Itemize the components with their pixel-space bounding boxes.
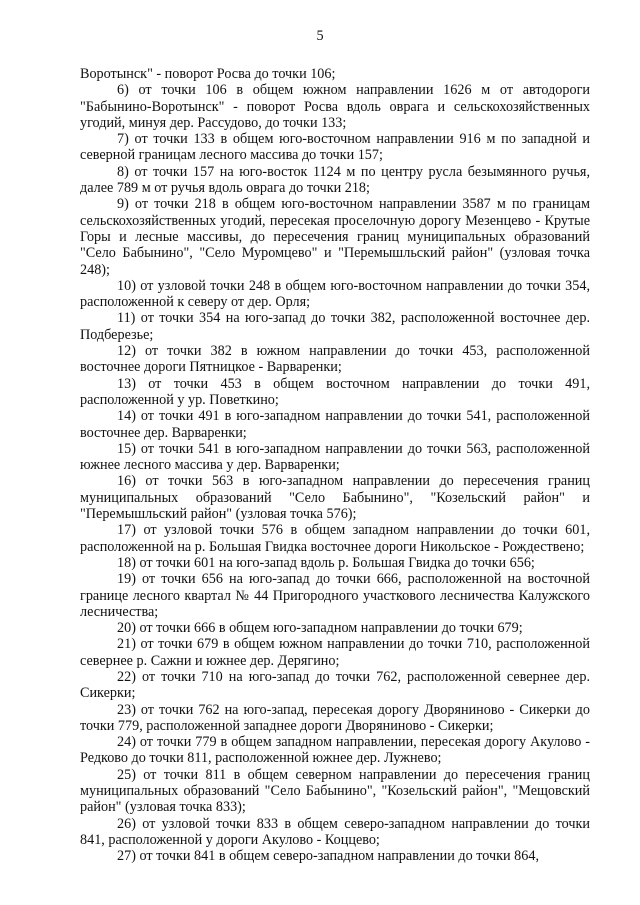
page-number: 5 — [316, 28, 324, 44]
paragraph-item-13: 13) от точки 453 в общем восточном направлении до точки 491, расположенной у ур. Поветкино; — [80, 375, 590, 408]
document-body — [80, 66, 590, 865]
paragraph-item-21: 21) от точки 679 в общем южном направлении до точки 710, расположенной севернее р. Сажни и южнее дер. Дерягино; — [80, 636, 590, 669]
paragraph-item-11: 11) от точки 354 на юго-запад до точки 382, расположенной восточнее дер. Подберезье; — [80, 310, 590, 343]
paragraph-item-18: 18) от точки 601 на юго-запад вдоль р. Большая Гвидка до точки 656; — [117, 554, 535, 571]
paragraph-item-19: 19) от точки 656 на юго-запад до точки 666, расположенной на восточной границе лесного квартал № 44 Пригородного участкового лесничества Калужского лесничества; — [80, 571, 590, 620]
paragraph-item-24: 24) от точки 779 в общем западном направлении, пересекая дорогу Акулово - Редково до точки 811, расположенной южнее дер. Лужнево; — [80, 734, 590, 767]
paragraph-item-17: 17) от узловой точки 576 в общем западном направлении до точки 601, расположенной на р. Большая Гвидка восточнее дороги Никольское - Рождествено; — [80, 522, 590, 555]
paragraph-item-27: 27) от точки 841 в общем северо-западном направлении до точки 864, — [117, 848, 540, 865]
paragraph-item-9: 9) от точки 218 в общем юго-восточном направлении 3587 м по границам сельскохозяйственных угодий, пересекая проселочную дорогу Мезенцево - Крутые Горы и лесные массивы, до пересечения границ муниципальных образований "Село Бабынино", "Село Муромцево" и "Перемышльский район" (узловая точка 248); — [80, 196, 590, 278]
paragraph-item-22: 22) от точки 710 на юго-запад до точки 762, расположенной севернее дер. Сикерки; — [80, 668, 590, 702]
paragraph-item-14: 14) от точки 491 в юго-западном направлении до точки 541, расположенной восточнее дер. Варваренки; — [80, 408, 590, 441]
paragraph-item-7: 7) от точки 133 в общем юго-восточном направлении 916 м по западной и северной границам лесного массива до точки 157; — [80, 131, 590, 164]
paragraph-continuation: Воротынск" - поворот Росва до точки 106; — [80, 66, 336, 82]
paragraph-item-16: 16) от точки 563 в юго-западном направлении до пересечения границ муниципальных образований "Село Бабынино", "Козельский район" и "Перемышльский район" (узловая точка 576); — [80, 473, 590, 523]
paragraph-item-6: 6) от точки 106 в общем южном направлении 1626 м от автодороги "Бабынино-Воротынск" - поворот Росва вдоль оврага и сельскохозяйственных угодий, минуя дер. Рассудово, до точки 133; — [80, 82, 590, 131]
paragraph-item-23: 23) от точки 762 на юго-запад, пересекая дорогу Дворяниново - Сикерки до точки 779, расположенной западнее дороги Дворяниново - Сикерки; — [80, 701, 590, 734]
paragraph-item-25: 25) от точки 811 в общем северном направлении до пересечения границ муниципальных образований "Село Бабынино", "Козельский район", "Мещовский район" (узловая точка 833); — [80, 766, 590, 816]
paragraph-item-8: 8) от точки 157 на юго-восток 1124 м по центру русла безымянного ручья, далее 789 м от ручья вдоль оврага до точки 218; — [80, 163, 590, 197]
paragraph-item-20: 20) от точки 666 в общем юго-западном направлении до точки 679; — [117, 620, 523, 637]
paragraph-item-10: 10) от узловой точки 248 в общем юго-восточном направлении до точки 354, расположенной к северу от дер. Орля; — [80, 277, 590, 311]
paragraph-item-15: 15) от точки 541 в юго-западном направлении до точки 563, расположенной южнее лесного массива у дер. Варваренки; — [80, 440, 590, 474]
paragraph-item-26: 26) от узловой точки 833 в общем северо-западном направлении до точки 841, расположенной у дороги Акулово - Коццево; — [80, 815, 590, 848]
paragraph-item-12: 12) от точки 382 в южном направлении до точки 453, расположенной восточнее дороги Пятницкое - Варваренки; — [80, 343, 590, 376]
